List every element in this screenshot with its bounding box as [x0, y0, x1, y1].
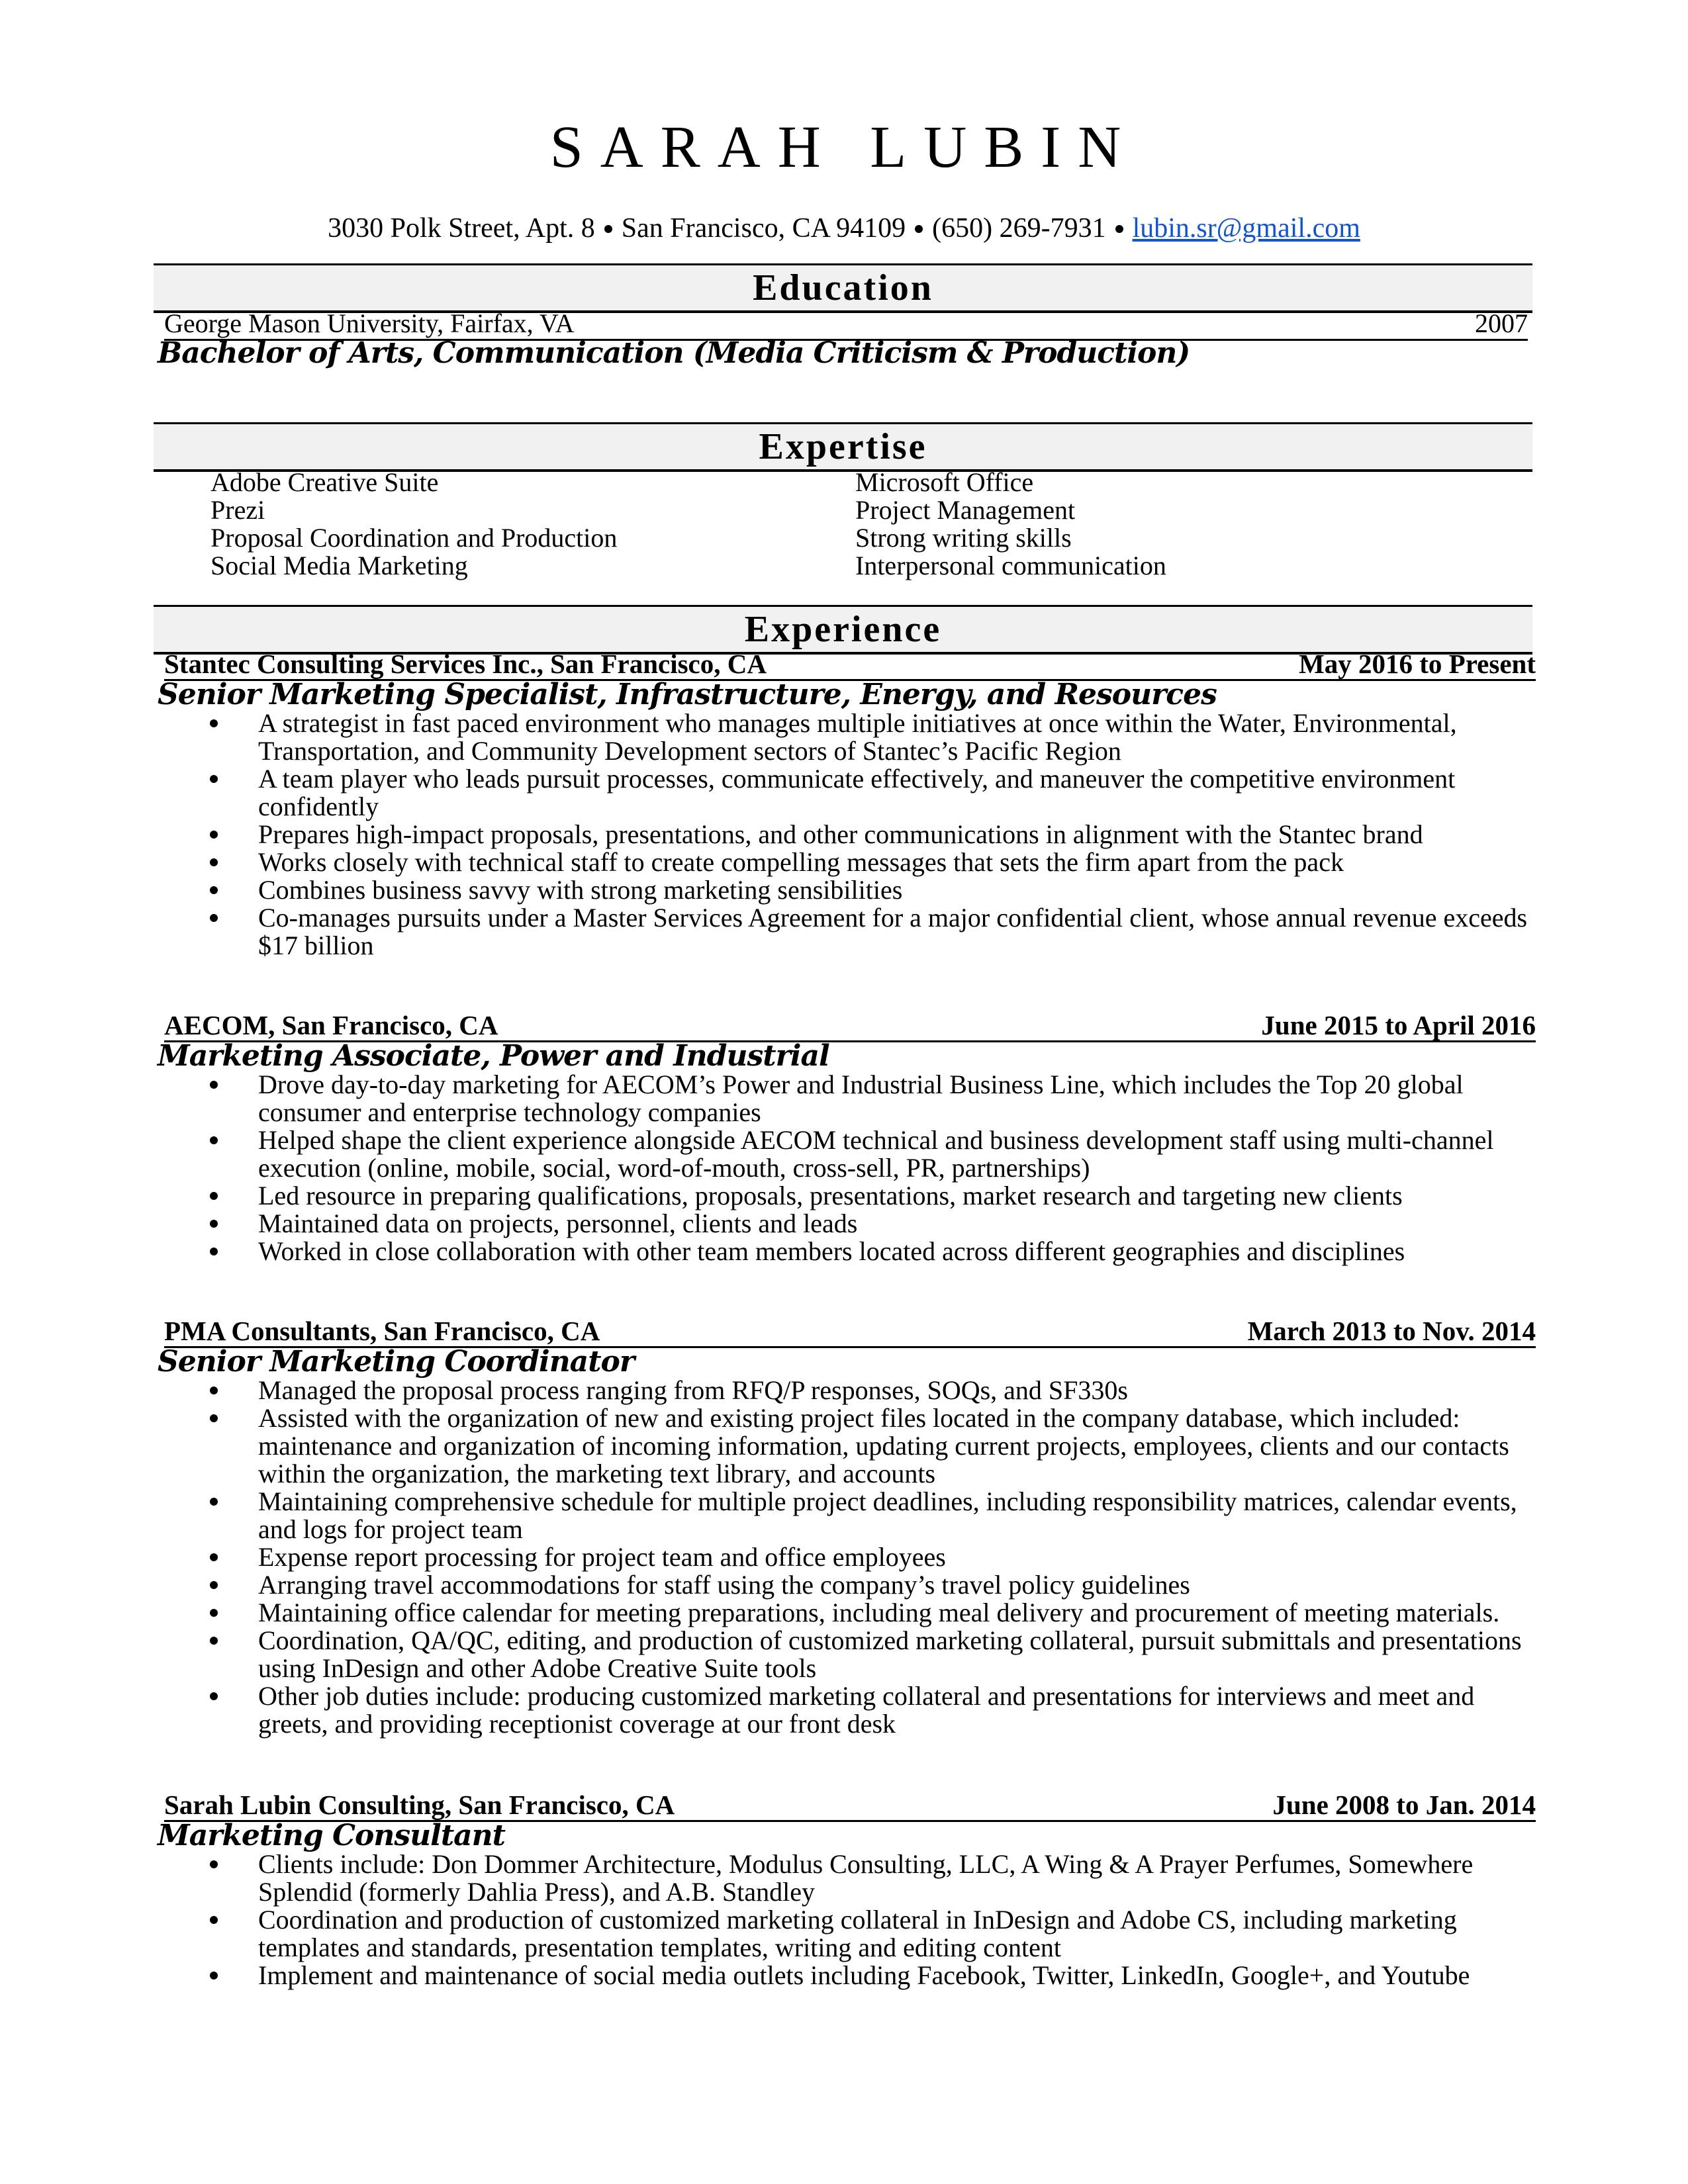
list-item: Works closely with technical staff to create compelling messages that sets the firm apart from the pack [0, 848, 1536, 876]
expertise-item: Interpersonal communication [855, 551, 1166, 580]
list-item: Co-manages pursuits under a Master Services Agreement for a major confidential client, whose annual revenue exceeds $17 billion [0, 904, 1536, 960]
list-item: Arranging travel accommodations for staff using the company’s travel policy guidelines [0, 1571, 1536, 1599]
job-bullets [0, 1071, 1536, 1265]
education-heading: Education [154, 263, 1532, 313]
list-item: Assisted with the organization of new and existing project files located in the company database, which included: maintenance and organization of incoming information, updating current projects, employees, clients and our contacts within the organization, the marketing text library, and accounts [0, 1404, 1536, 1488]
company: PMA Consultants, San Francisco, CA [164, 1316, 600, 1346]
list-item: Helped shape the client experience alongside AECOM technical and business development staff using multi-channel execution (online, mobile, social, word-of-mouth, cross-sell, PR, partnerships) [0, 1126, 1536, 1182]
expertise-item: Strong writing skills [855, 523, 1072, 553]
list-item: Maintaining office calendar for meeting preparations, including meal delivery and procurement of meeting materials. [0, 1599, 1536, 1627]
bullet-separator-icon [915, 225, 923, 233]
job-title: Marketing Associate, Power and Industrial [158, 1039, 829, 1073]
expertise-item: Prezi [211, 495, 265, 525]
company: Stantec Consulting Services Inc., San Francisco, CA [164, 649, 767, 679]
list-item: Other job duties include: producing customized marketing collateral and presentations for interviews and meet and greets, and providing receptionist coverage at our front desk [0, 1682, 1536, 1738]
degree: Bachelor of Arts, Communication (Media Criticism & Production) [158, 336, 1190, 370]
job-bullets [0, 709, 1536, 960]
phone: (650) 269-7931 [932, 213, 1106, 244]
expertise-right-column [855, 469, 1166, 580]
list-item: Expense report processing for project team and office employees [0, 1543, 1536, 1571]
job-title: Senior Marketing Coordinator [158, 1345, 635, 1379]
job-title: Senior Marketing Specialist, Infrastructure, Energy, and Resources [158, 678, 1217, 711]
contact-line [0, 210, 1688, 246]
job-bullets [0, 1850, 1536, 1989]
list-item: Coordination, QA/QC, editing, and production of customized marketing collateral, pursuit submittals and presentations using InDesign and other Adobe Creative Suite tools [0, 1627, 1536, 1682]
expertise-item: Adobe Creative Suite [211, 467, 439, 497]
job-header [164, 1316, 1536, 1348]
job-header [164, 649, 1536, 681]
expertise-item: Social Media Marketing [211, 551, 468, 580]
list-item: Prepares high-impact proposals, presentations, and other communications in alignment with the Stantec brand [0, 821, 1536, 848]
job-dates: May 2016 to Present [1299, 649, 1536, 679]
list-item: Led resource in preparing qualifications, proposals, presentations, market research and targeting new clients [0, 1182, 1536, 1210]
city: San Francisco, CA 94109 [621, 213, 906, 244]
list-item: Worked in close collaboration with other team members located across different geographies and disciplines [0, 1238, 1536, 1265]
expertise-heading: Expertise [154, 422, 1532, 472]
list-item: Implement and maintenance of social media outlets including Facebook, Twitter, LinkedIn, Google+, and Youtube [0, 1962, 1536, 1989]
job-dates: March 2013 to Nov. 2014 [1247, 1316, 1536, 1346]
graduation-year: 2007 [1475, 308, 1528, 338]
expertise-item: Proposal Coordination and Production [211, 523, 618, 553]
company: Sarah Lubin Consulting, San Francisco, CA [164, 1790, 675, 1820]
job-header [164, 1790, 1536, 1822]
job-dates: June 2008 to Jan. 2014 [1272, 1790, 1536, 1820]
job-dates: June 2015 to April 2016 [1261, 1010, 1536, 1040]
company: AECOM, San Francisco, CA [164, 1010, 498, 1040]
bullet-separator-icon [604, 225, 612, 233]
experience-heading: Experience [154, 605, 1532, 655]
job-bullets [0, 1377, 1536, 1738]
list-item: A strategist in fast paced environment who manages multiple initiatives at once within the Water, Environmental, Transportation, and Community Development sectors of Stantec’s Pacific Region [0, 709, 1536, 765]
address: 3030 Polk Street, Apt. 8 [328, 213, 595, 244]
bullet-separator-icon [1115, 225, 1123, 233]
list-item: Combines business savvy with strong marketing sensibilities [0, 876, 1536, 904]
expertise-left-column [211, 469, 617, 580]
email-link[interactable]: lubin.sr@gmail.com [1132, 213, 1360, 244]
job-title: Marketing Consultant [158, 1819, 505, 1852]
job-header [164, 1010, 1536, 1042]
list-item: Maintained data on projects, personnel, clients and leads [0, 1210, 1536, 1238]
list-item: Coordination and production of customized marketing collateral in InDesign and Adobe CS, including marketing templates and standards, presentation templates, writing and editing content [0, 1906, 1536, 1962]
list-item: Clients include: Don Dommer Architecture, Modulus Consulting, LLC, A Wing & A Prayer Perfumes, Somewhere Splendid (formerly Dahlia Press), and A.B. Standley [0, 1850, 1536, 1906]
list-item: A team player who leads pursuit processes, communicate effectively, and maneuver the competitive environment confidently [0, 765, 1536, 821]
resume-name: SARAH LUBIN [549, 114, 1139, 180]
list-item: Drove day-to-day marketing for AECOM’s Power and Industrial Business Line, which includes the Top 20 global consumer and enterprise technology companies [0, 1071, 1536, 1126]
expertise-item: Microsoft Office [855, 467, 1034, 497]
list-item: Maintaining comprehensive schedule for multiple project deadlines, including responsibility matrices, calendar events, and logs for project team [0, 1488, 1536, 1543]
list-item: Managed the proposal process ranging from RFQ/P responses, SOQs, and SF330s [0, 1377, 1536, 1404]
school-name: George Mason University, Fairfax, VA [164, 308, 575, 338]
expertise-item: Project Management [855, 495, 1076, 525]
